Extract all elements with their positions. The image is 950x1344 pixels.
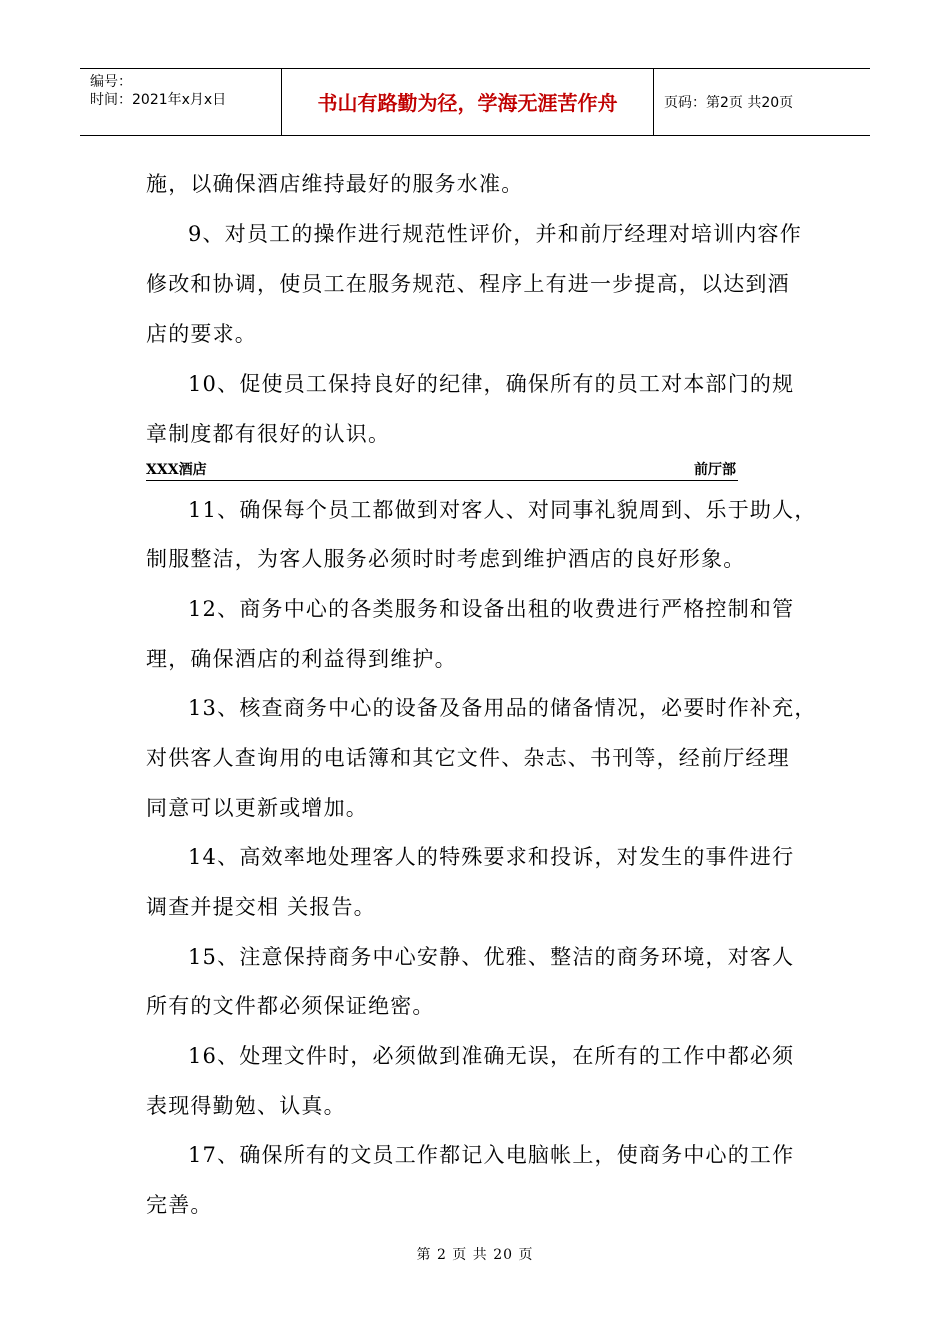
- body-line: 16、处理文件时，必须做到准确无误，在所有的工作中都必须: [188, 1044, 795, 1068]
- body-line: 店的要求。: [146, 322, 257, 346]
- body-line: 12、商务中心的各类服务和设备出租的收费进行严格控制和管: [188, 597, 795, 621]
- body-line: 13、核查商务中心的设备及备用品的储备情况，必要时作补充，: [188, 696, 817, 720]
- body-line: 17、确保所有的文员工作都记入电脑帐上，使商务中心的工作: [188, 1143, 795, 1167]
- body-line: 11、确保每个员工都做到对客人、对同事礼貌周到、乐于助人，: [188, 498, 817, 522]
- body-line: 章制度都有很好的认识。: [146, 422, 391, 446]
- header-motto: 书山有路勤为径，学海无涯苦作舟: [317, 91, 618, 115]
- document-number-label: 编号：: [90, 74, 132, 90]
- body-line: 修改和协调，使员工在服务规范、程序上有进一步提高，以达到酒: [146, 272, 790, 296]
- body-line: 9、对员工的操作进行规范性评价，并和前厅经理对培训内容作: [188, 222, 802, 246]
- body-line: 对供客人查询用的电话簿和其它文件、杂志、书刊等，经前厅经理: [146, 746, 790, 770]
- body-line: 14、高效率地处理客人的特殊要求和投诉，对发生的事件进行: [188, 845, 795, 869]
- body-line: 15、注意保持商务中心安静、优雅、整洁的商务环境，对客人: [188, 945, 795, 969]
- body-line: 理，确保酒店的利益得到维护。: [146, 647, 457, 671]
- body-line: 10、促使员工保持良好的纪律，确保所有的员工对本部门的规: [188, 372, 795, 396]
- body-line: 完善。: [146, 1193, 213, 1217]
- body-line: 施，以确保酒店维持最好的服务水准。: [146, 172, 524, 196]
- body-line: 所有的文件都必须保证绝密。: [146, 994, 435, 1018]
- body-line: 制服整洁，为客人服务必须时时考虑到维护酒店的良好形象。: [146, 547, 746, 571]
- document-header: [80, 68, 870, 136]
- running-header-hotel: XXX酒店: [146, 462, 207, 478]
- header-page-info: 页码：第2页 共20页: [664, 95, 794, 111]
- header-meta-cell: [80, 69, 282, 135]
- running-header-department: 前厅部: [694, 462, 736, 478]
- running-header: [146, 460, 738, 481]
- body-line: 同意可以更新或增加。: [146, 796, 368, 820]
- document-time-label: 时间：2021年x月x日: [90, 92, 227, 108]
- body-line: 调查并提交相 关报告。: [146, 895, 376, 919]
- header-page-cell: [654, 69, 870, 135]
- header-motto-cell: [282, 69, 654, 135]
- page-footer: 第 2 页 共 20 页: [416, 1247, 534, 1263]
- body-line: 表现得勤勉、认真。: [146, 1094, 346, 1118]
